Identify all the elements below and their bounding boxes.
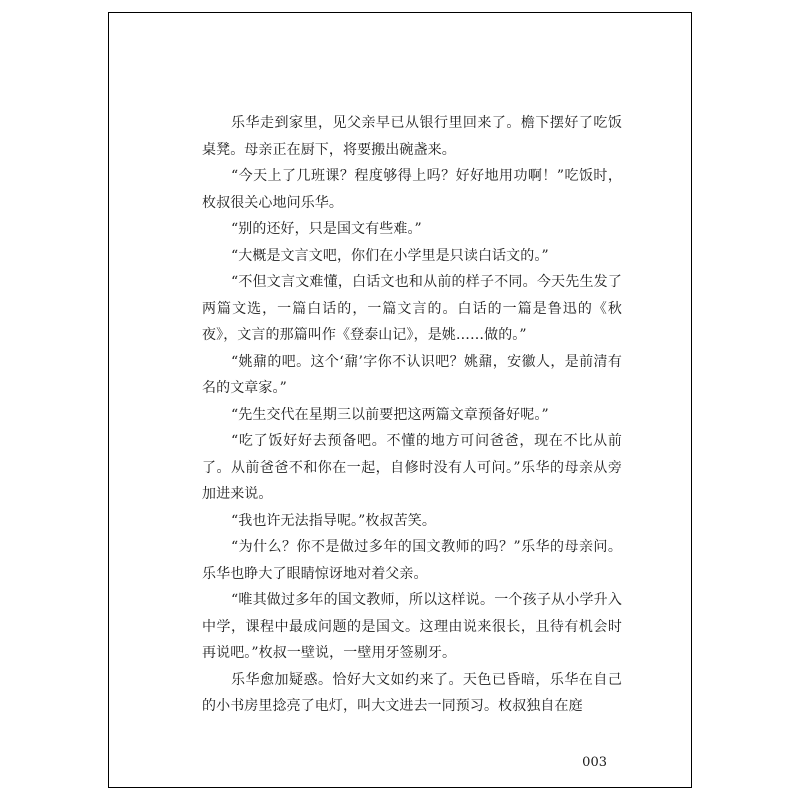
paragraph: “今天上了几班课？程度够得上吗？好好地用功啊！”吃饭时，枚叔很关心地问乐华。 <box>202 168 622 211</box>
book-page <box>108 12 692 788</box>
paragraph: “我也许无法指导呢。”枚叔苦笑。 <box>231 512 436 529</box>
paragraph: “不但文言文难懂，白话文也和从前的样子不同。今天先生发了两篇文选，一篇白话的，一篇文言的。白话的一篇是鲁迅的《秋夜》，文言的那篇叫作《登泰山记》，是姚……做的。” <box>202 274 622 343</box>
page-number: 003 <box>582 755 607 770</box>
paragraph: “为什么？你不是做过多年的国文教师的吗？”乐华的母亲问。乐华也睁大了眼睛惊讶地对着父亲。 <box>202 539 622 582</box>
paragraph: “先生交代在星期三以前要把这两篇文章预备好呢。” <box>231 406 549 423</box>
paragraph: “别的还好，只是国文有些难。” <box>231 221 422 237</box>
paragraph: “吃了饭好好去预备吧。不懂的地方可问爸爸，现在不比从前了。从前爸爸不和你在一起，自修时没有人可问。”乐华的母亲从旁加进来说。 <box>202 433 622 502</box>
body-text <box>202 110 622 720</box>
paragraph: “大概是文言文吧，你们在小学里是只读白话文的。” <box>231 247 549 264</box>
paragraph: “唯其做过多年的国文教师，所以这样说。一个孩子从小学升入中学，课程中最成问题的是国文。这理由说来很长，且待有机会时再说吧。”枚叔一壁说，一壁用牙签剔牙。 <box>202 592 622 661</box>
paragraph: 乐华走到家里，见父亲早已从银行里回来了。檐下摆好了吃饭桌凳。母亲正在厨下，将要搬出碗盏来。 <box>202 115 622 158</box>
paragraph: “姚鼐的吧。这个‘鼐’字你不认识吧？姚鼐，安徽人，是前清有名的文章家。” <box>202 353 622 396</box>
paragraph: 乐华愈加疑惑。恰好大文如约来了。天色已昏暗，乐华在自己的小书房里捻亮了电灯，叫大文进去一同预习。枚叔独自在庭 <box>202 671 622 714</box>
